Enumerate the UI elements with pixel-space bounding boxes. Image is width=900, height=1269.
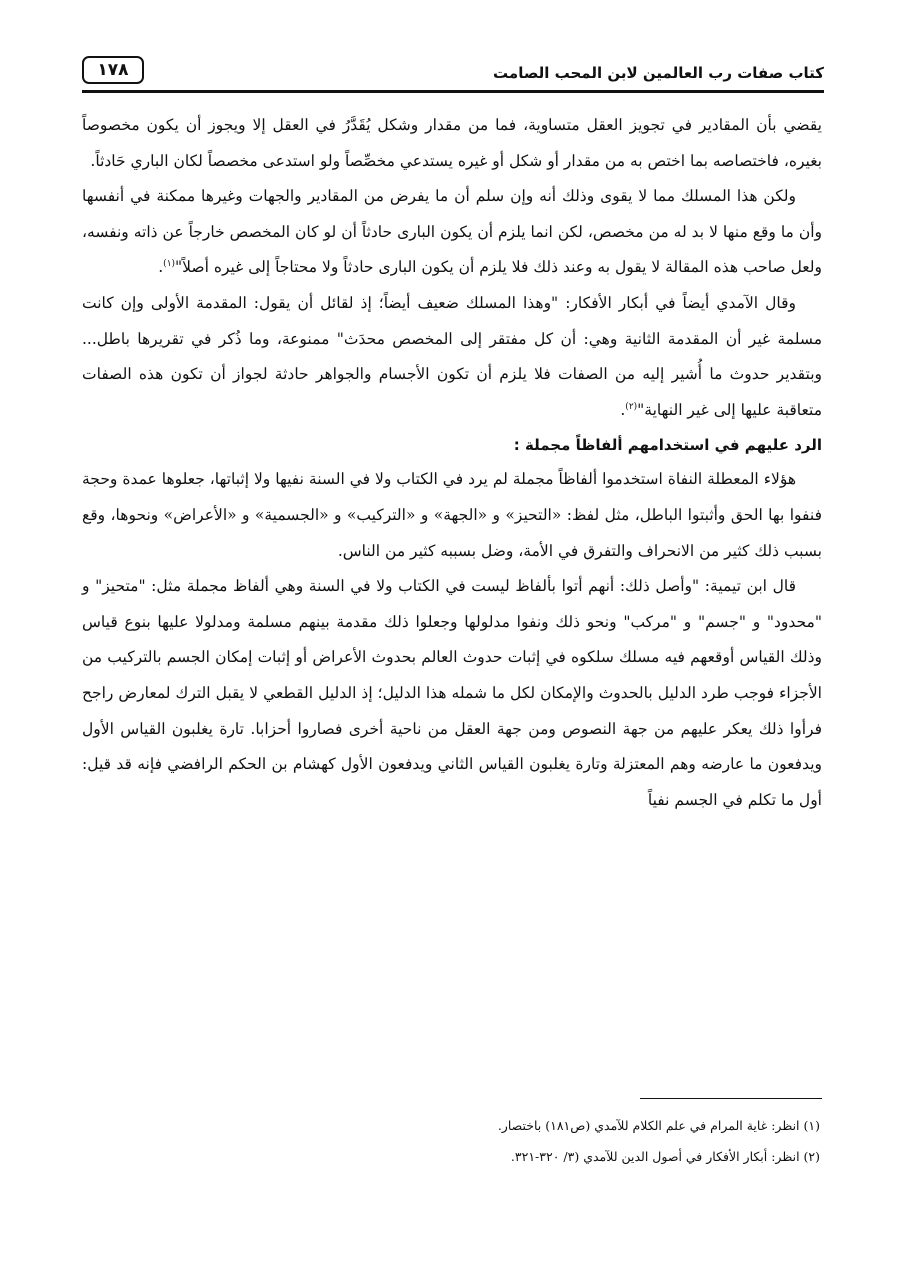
footnotes — [80, 1110, 820, 1172]
paragraph-2-end: . — [158, 258, 164, 277]
paragraph-5: قال ابن تيمية: "وأصل ذلك: أنهم أتوا بألفاظ ليست في الكتاب ولا في السنة وهي ألفاظ مجملة مثل: "متحيز" و "محدود" و "جسم" و "مركب" ونحو ذلك ونفوا مدلولها وجعلوا ذلك مقدمة بينهم مسلمة ومدلولا عليها بنوع قياس وذلك القياس أوقعهم فيه مسلك سلكوه في إثبات حدوث العالم بحدوث الأعراض أو إثبات إمكان الجسم بالتركيب من الأجزاء فوجب طرد الدليل بالحدوث والإمكان لكل ما شمله هذا الدليل؛ إذ الدليل القطعي لا يقبل الترك لمعارض راجح فرأوا ذلك يعكر عليهم من جهة النصوص ومن جهة العقل من ناحية أخرى فصاروا أحزابا. تارة يغلبون القياس الأول ويدفعون ما عارضه وهم المعتزلة وتارة يغلبون القياس الثاني ويدفعون الأول كهشام بن الحكم الرافضي فإنه قد قيل: أول ما تكلم في الجسم نفياً — [82, 577, 822, 809]
page-header — [82, 56, 824, 92]
paragraph-2 — [82, 179, 822, 286]
section-heading: الرد عليهم في استخدامهم ألفاظاً مجملة : — [513, 436, 822, 455]
page-number: ١٧٨ — [82, 56, 144, 84]
footnote-1: (١) انظر: غاية المرام في علم الكلام للآمدي (ص١٨١) باختصار. — [497, 1118, 820, 1133]
paragraph-1: يقضي بأن المقادير في تجويز العقل متساوية، فما من مقدار وشكل يُقَدَّرُ في العقل إلا ويجوز أن يكون مخصوصاً بغيره، فاختصاصه بما اختص به من مقدار أو شكل أو غيره يستدعي مخصِّصاً ولو استدعى مخصصاً لكان الباري حَادثاً. — [82, 116, 822, 170]
footnote-2: (٢) انظر: أبكار الأفكار في أصول الدين للآمدي (٣/ ٣٢٠-٣٢١. — [510, 1149, 820, 1164]
footnote-ref-2: (٢) — [625, 401, 638, 412]
paragraph-3-end: . — [620, 400, 626, 419]
header-divider — [82, 90, 824, 93]
paragraph-4: هؤلاء المعطلة النفاة استخدموا ألفاظاً مجملة لم يرد في الكتاب ولا في السنة نفيها ولا إثباتها، جعلوها عمدة وحجة فنفوا بها الحق وأثبتوا الباطل، مثل لفظ: «التحيز» و «الجهة» و «التركيب» و «الجسمية» و «الأعراض» ونحوها، وقع بسبب ذلك كثير من الانحراف والتفرق في الأمة، وضل بسببه كثير من الناس. — [82, 470, 822, 560]
paragraph-2-text: ولكن هذا المسلك مما لا يقوى وذلك أنه وإن سلم أن ما يفرض من المقادير والجهات وغيرها ممكنة في أنفسها وأن ما وقع منها لا بد له من مخصص، لكن انما يلزم أن يكون البارى حادثاً أن لو كان المخصص خارجاً عن ذاته ونفسه، ولعل صاحب هذه المقالة لا يقول به وعند ذلك فلا يلزم أن يكون البارى حادثاً ولا محتاجاً إلى غيره أصلاً" — [82, 187, 822, 277]
footnote-divider — [640, 1098, 822, 1099]
paragraph-3 — [82, 286, 822, 428]
footnote-ref-1: (١) — [163, 259, 176, 270]
paragraph-3-text: وقال الآمدي أيضاً في أبكار الأفكار: "وهذا المسلك ضعيف أيضاً؛ إذ لقائل أن يقول: المقدمة الأولى وإن كانت مسلمة غير أن المقدمة الثانية وهي: أن كل مفتقر إلى المخصص محدَث" ممنوعة، وما ذُكر في تقريرها باطل... وبتقدير حدوث ما أُشير إليه من الصفات فلا يلزم أن تكون الأجسام والجواهر حادثة لجواز أن تكون هذه الصفات متعاقبة عليها إلى غير النهاية" — [82, 293, 822, 419]
main-text — [82, 108, 822, 818]
book-title: كتاب صفات رب العالمين لابن المحب الصامت — [493, 64, 824, 82]
